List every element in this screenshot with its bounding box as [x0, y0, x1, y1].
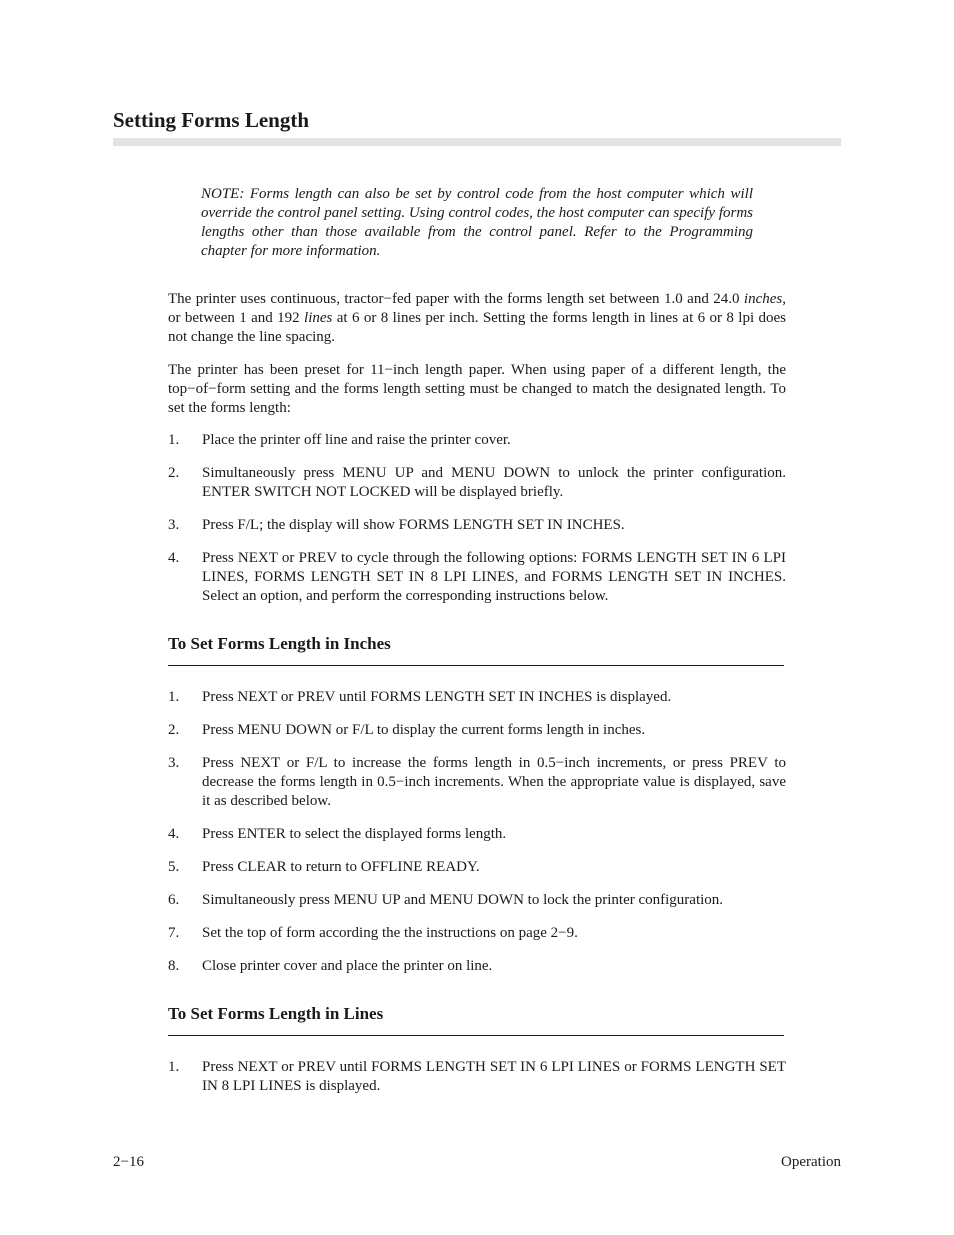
title-shaded-rule	[113, 138, 841, 146]
list-text: Simultaneously press MENU UP and MENU DOWN to lock the printer configuration.	[202, 892, 724, 908]
list-text: Press F/L; the display will show FORMS LENGTH SET IN INCHES.	[202, 517, 625, 533]
list-item	[168, 891, 786, 910]
list-text: Close printer cover and place the printer on line.	[202, 958, 493, 974]
list-number: 1.	[168, 1059, 180, 1075]
page-number: 2−16	[113, 1154, 144, 1170]
list-item	[168, 825, 786, 844]
list-number: 4.	[168, 826, 180, 842]
note-text: NOTE: Forms length can also be set by control code from the host computer which will override the control panel setting. Using control codes, the host computer can specify forms lengths other than those available from the control panel. Refer to the Programming chapter for more information.	[201, 186, 753, 259]
list-text: Press ENTER to select the displayed forms length.	[202, 826, 507, 842]
list-item	[168, 721, 786, 740]
list-text: Press CLEAR to return to OFFLINE READY.	[202, 859, 480, 875]
intro-emphasis: lines	[304, 310, 333, 326]
intro-text: The printer uses continuous, tractor−fed paper with the forms length set between 1.0 and 24.0	[168, 291, 744, 307]
intro-text: , or between 1 and 192	[168, 291, 786, 326]
section-rule	[168, 665, 784, 666]
footer-section-name: Operation	[781, 1154, 841, 1170]
list-number: 3.	[168, 517, 180, 533]
list-number: 4.	[168, 550, 180, 566]
section-heading-inches: To Set Forms Length in Inches	[168, 634, 391, 653]
list-text: Press NEXT or PREV until FORMS LENGTH SET IN 6 LPI LINES or FORMS LENGTH SET IN 8 LPI LINES is displayed.	[202, 1059, 786, 1094]
intro-emphasis: inches	[743, 291, 783, 307]
list-item	[168, 431, 786, 450]
page-title: Setting Forms Length	[113, 108, 309, 132]
list-item	[168, 1058, 786, 1096]
list-number: 8.	[168, 958, 180, 974]
intro-paragraph-1	[168, 290, 786, 347]
list-number: 7.	[168, 925, 180, 941]
list-text: Set the top of form according the the instructions on page 2−9.	[202, 925, 578, 941]
list-number: 2.	[168, 722, 180, 738]
list-text: Press MENU DOWN or F/L to display the current forms length in inches.	[202, 722, 646, 738]
section-rule	[168, 1035, 784, 1036]
list-item	[168, 754, 786, 811]
list-text: Simultaneously press MENU UP and MENU DOWN to unlock the printer configuration. ENTER SWITCH NOT LOCKED will be displayed briefly.	[202, 465, 786, 500]
intro-paragraph-2: The printer has been preset for 11−inch length paper. When using paper of a different length, the top−of−form setting and the forms length setting must be changed to match the designated length. To set the forms length:	[168, 362, 786, 416]
list-text: Press NEXT or PREV to cycle through the following options: FORMS LENGTH SET IN 6 LPI LINES, FORMS LENGTH SET IN 8 LPI LINES, and FORMS LENGTH SET IN INCHES. Select an option, and perform the corresponding instructions below.	[202, 550, 786, 604]
list-number: 1.	[168, 432, 180, 448]
section-heading-lines: To Set Forms Length in Lines	[168, 1004, 384, 1023]
list-item	[168, 688, 786, 707]
list-number: 3.	[168, 755, 180, 771]
list-number: 2.	[168, 465, 180, 481]
list-item	[168, 924, 786, 943]
list-item	[168, 549, 786, 606]
list-text: Press NEXT or F/L to increase the forms length in 0.5−inch increments, or press PREV to decrease the forms length in 0.5−inch increments. When the appropriate value is displayed, save it as described below.	[202, 755, 786, 809]
list-item	[168, 957, 786, 976]
list-item	[168, 858, 786, 877]
list-text: Press NEXT or PREV until FORMS LENGTH SET IN INCHES is displayed.	[202, 689, 672, 705]
list-number: 1.	[168, 689, 180, 705]
list-number: 5.	[168, 859, 180, 875]
intro-text: at 6 or 8 lines per inch. Setting the forms length in lines at 6 or 8 lpi does not change the line spacing.	[168, 310, 786, 345]
list-number: 6.	[168, 892, 180, 908]
list-text: Place the printer off line and raise the printer cover.	[202, 432, 511, 448]
list-item	[168, 464, 786, 502]
list-item	[168, 516, 786, 535]
